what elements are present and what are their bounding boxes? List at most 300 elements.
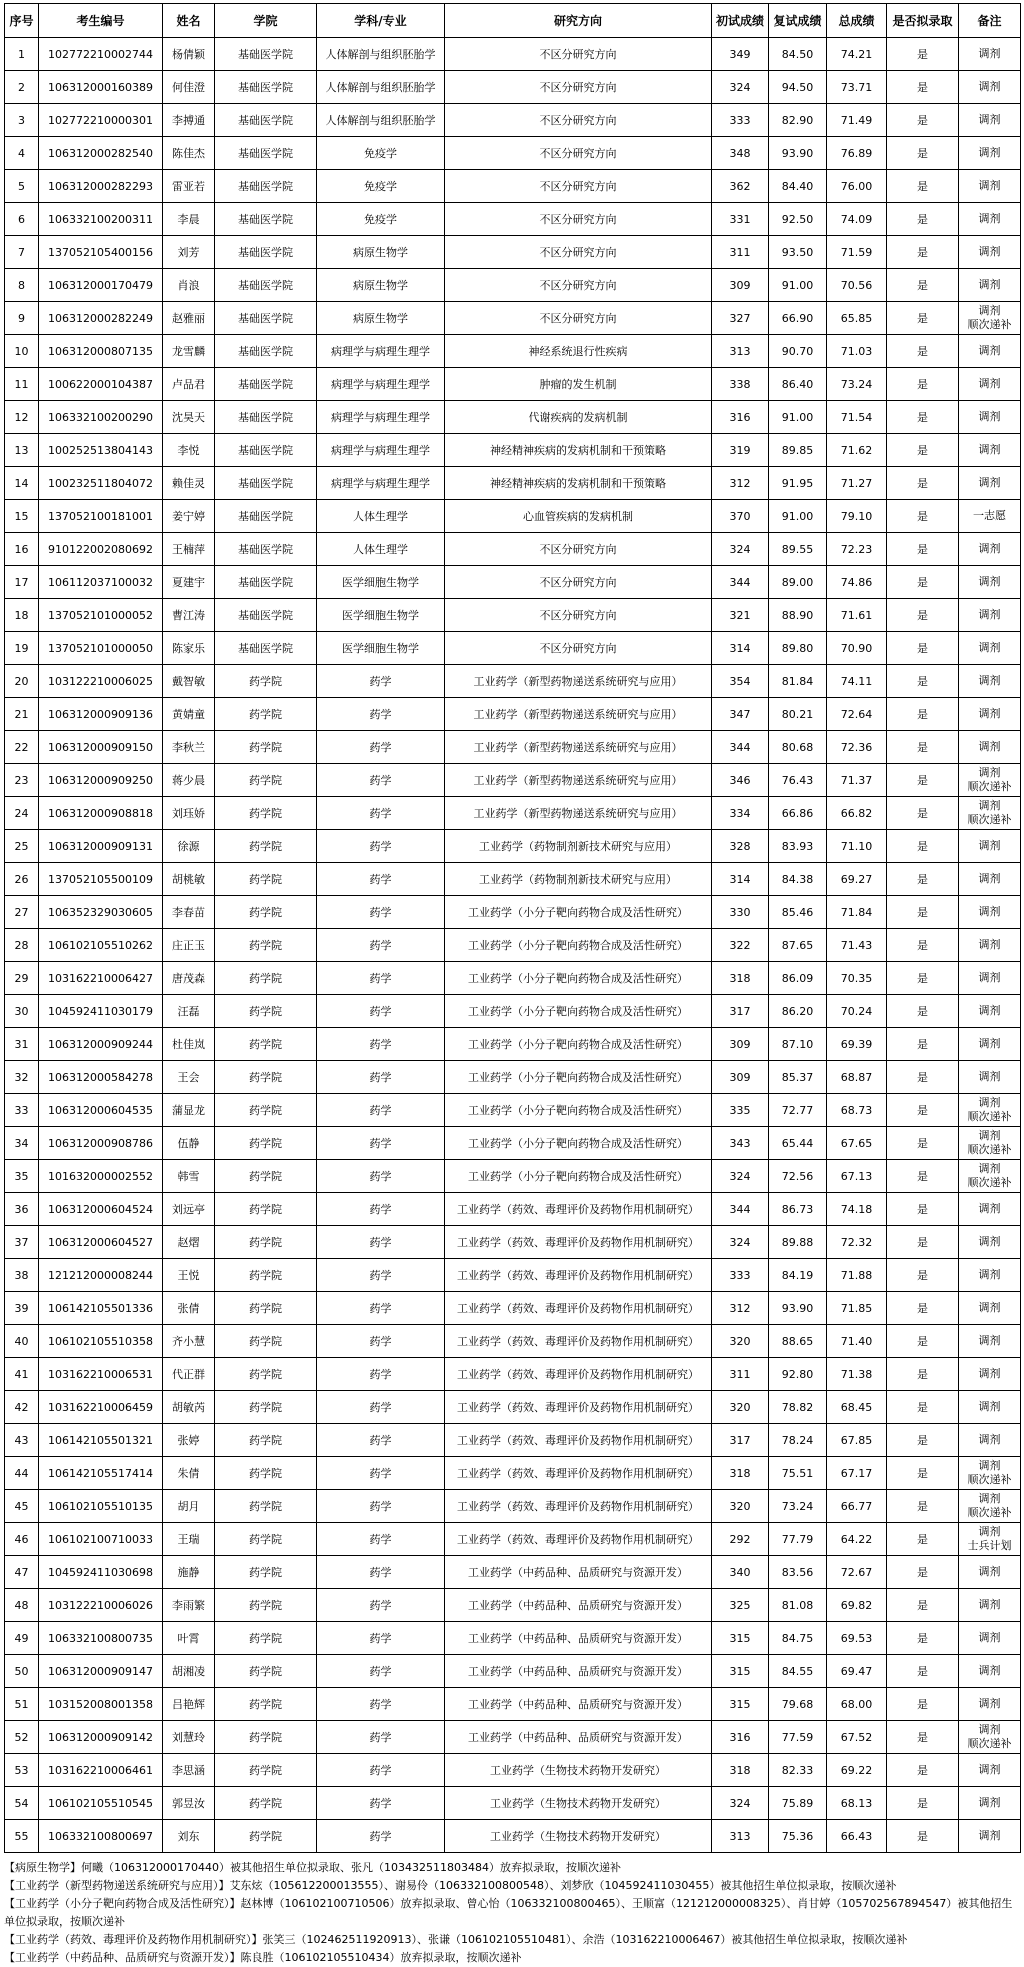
table-row [5, 1721, 1021, 1754]
table-cell: 71.61 [827, 599, 887, 632]
table-cell: 318 [712, 1457, 769, 1490]
table-cell: 药学院 [215, 1556, 317, 1589]
table-cell: 74.86 [827, 566, 887, 599]
table-cell: 4 [5, 137, 39, 170]
table-cell: 106312000909244 [39, 1028, 163, 1061]
table-cell: 71.37 [827, 764, 887, 797]
remark-cell [959, 1787, 1021, 1820]
table-cell: 工业药学（药效、毒理评价及药物作用机制研究） [445, 1358, 712, 1391]
table-cell: 是 [887, 566, 959, 599]
table-row [5, 434, 1021, 467]
table-cell: 基础医学院 [215, 599, 317, 632]
table-cell: 11 [5, 368, 39, 401]
table-cell: 工业药学（药效、毒理评价及药物作用机制研究） [445, 1391, 712, 1424]
table-cell: 71.38 [827, 1358, 887, 1391]
remark-text: 调剂 [978, 740, 1001, 753]
table-cell: 工业药学（药效、毒理评价及药物作用机制研究） [445, 1457, 712, 1490]
remark-text: 调剂 [978, 278, 1001, 291]
table-cell: 33 [5, 1094, 39, 1127]
table-cell: 102772210002744 [39, 38, 163, 71]
table-cell: 65.44 [769, 1127, 827, 1160]
remark-text: 调剂 [978, 1492, 1001, 1505]
header-cell: 是否拟录取 [887, 4, 959, 38]
table-cell: 工业药学（中药品种、品质研究与资源开发） [445, 1655, 712, 1688]
table-cell: 是 [887, 896, 959, 929]
table-cell: 137052101000052 [39, 599, 163, 632]
table-cell: 86.20 [769, 995, 827, 1028]
table-cell: 刘远亭 [163, 1193, 215, 1226]
remark-cell [959, 1061, 1021, 1094]
table-cell: 40 [5, 1325, 39, 1358]
table-cell: 郭昱汝 [163, 1787, 215, 1820]
table-cell: 是 [887, 1688, 959, 1721]
table-cell: 121212000008244 [39, 1259, 163, 1292]
table-cell: 基础医学院 [215, 170, 317, 203]
table-cell: 赵雅丽 [163, 302, 215, 335]
table-cell: 药学 [317, 1292, 445, 1325]
table-cell: 基础医学院 [215, 368, 317, 401]
table-cell: 328 [712, 830, 769, 863]
table-cell: 工业药学（中药品种、品质研究与资源开发） [445, 1589, 712, 1622]
table-cell: 药学院 [215, 1391, 317, 1424]
table-cell: 81.84 [769, 665, 827, 698]
table-cell: 药学院 [215, 1325, 317, 1358]
table-cell: 36 [5, 1193, 39, 1226]
remark-text: 调剂 [978, 1598, 1001, 1611]
remark-text: 调剂 [978, 344, 1001, 357]
table-cell: 27 [5, 896, 39, 929]
table-cell: 90.70 [769, 335, 827, 368]
table-cell: 杜佳岚 [163, 1028, 215, 1061]
table-cell: 46 [5, 1523, 39, 1556]
table-cell: 309 [712, 1028, 769, 1061]
table-cell: 药学院 [215, 1589, 317, 1622]
remark-text: 调剂 [978, 1400, 1001, 1413]
remark-text: 调剂 [978, 1565, 1001, 1578]
table-cell: 103122210006025 [39, 665, 163, 698]
table-cell: 43 [5, 1424, 39, 1457]
table-cell: 刘芳 [163, 236, 215, 269]
table-cell: 9 [5, 302, 39, 335]
table-cell: 71.85 [827, 1292, 887, 1325]
table-cell: 106102100710033 [39, 1523, 163, 1556]
table-cell: 317 [712, 1424, 769, 1457]
table-cell: 药学 [317, 995, 445, 1028]
table-cell: 34 [5, 1127, 39, 1160]
table-cell: 70.90 [827, 632, 887, 665]
remark-text: 调剂 [978, 1070, 1001, 1083]
remark-cell [959, 203, 1021, 236]
table-cell: 免疫学 [317, 170, 445, 203]
table-cell: 330 [712, 896, 769, 929]
remark-text: 调剂 [978, 799, 1001, 812]
table-cell: 106142105517414 [39, 1457, 163, 1490]
table-cell: 354 [712, 665, 769, 698]
table-row [5, 401, 1021, 434]
remark-cell [959, 401, 1021, 434]
table-cell: 106312000170479 [39, 269, 163, 302]
table-cell: 19 [5, 632, 39, 665]
table-cell: 71.54 [827, 401, 887, 434]
table-cell: 92.50 [769, 203, 827, 236]
table-cell: 是 [887, 401, 959, 434]
table-cell: 106312000160389 [39, 71, 163, 104]
table-cell: 工业药学（新型药物递送系统研究与应用） [445, 764, 712, 797]
table-cell: 庄正玉 [163, 929, 215, 962]
table-cell: 72.56 [769, 1160, 827, 1193]
table-cell: 106332100200290 [39, 401, 163, 434]
table-cell: 137052101000050 [39, 632, 163, 665]
table-cell: 106332100800735 [39, 1622, 163, 1655]
table-cell: 318 [712, 1754, 769, 1787]
table-cell: 工业药学（药效、毒理评价及药物作用机制研究） [445, 1259, 712, 1292]
table-cell: 人体生理学 [317, 533, 445, 566]
table-cell: 73.24 [769, 1490, 827, 1523]
table-cell: 92.80 [769, 1358, 827, 1391]
header-cell: 总成绩 [827, 4, 887, 38]
table-row [5, 797, 1021, 830]
table-cell: 106312000908786 [39, 1127, 163, 1160]
table-cell: 75.89 [769, 1787, 827, 1820]
table-row [5, 1061, 1021, 1094]
table-cell: 是 [887, 731, 959, 764]
remark-cell [959, 500, 1021, 533]
table-cell: 313 [712, 335, 769, 368]
table-cell: 是 [887, 500, 959, 533]
table-cell: 13 [5, 434, 39, 467]
table-cell: 64.22 [827, 1523, 887, 1556]
table-cell: 工业药学（小分子靶向药物合成及活性研究） [445, 1061, 712, 1094]
table-cell: 药学院 [215, 764, 317, 797]
table-cell: 李春苗 [163, 896, 215, 929]
remark-text: 调剂 [978, 179, 1001, 192]
remark-cell [959, 1655, 1021, 1688]
table-cell: 327 [712, 302, 769, 335]
remark-cell [959, 302, 1021, 335]
table-cell: 72.32 [827, 1226, 887, 1259]
table-row [5, 632, 1021, 665]
table-cell: 药学 [317, 1424, 445, 1457]
table-cell: 药学院 [215, 929, 317, 962]
table-cell: 35 [5, 1160, 39, 1193]
table-cell: 药学院 [215, 1457, 317, 1490]
table-cell: 104592411030698 [39, 1556, 163, 1589]
table-cell: 8 [5, 269, 39, 302]
table-cell: 李秋兰 [163, 731, 215, 764]
table-cell: 137052105400156 [39, 236, 163, 269]
table-cell: 80.68 [769, 731, 827, 764]
table-cell: 药学 [317, 1325, 445, 1358]
table-cell: 药学 [317, 1061, 445, 1094]
table-cell: 42 [5, 1391, 39, 1424]
header-cell: 学科/专业 [317, 4, 445, 38]
table-cell: 药学院 [215, 1490, 317, 1523]
remark-text: 顺次递补 [967, 318, 1012, 331]
table-cell: 工业药学（中药品种、品质研究与资源开发） [445, 1556, 712, 1589]
table-cell: 106312000584278 [39, 1061, 163, 1094]
table-cell: 309 [712, 269, 769, 302]
table-cell: 68.45 [827, 1391, 887, 1424]
table-cell: 1 [5, 38, 39, 71]
table-cell: 93.90 [769, 137, 827, 170]
table-cell: 工业药学（药效、毒理评价及药物作用机制研究） [445, 1292, 712, 1325]
table-row [5, 1193, 1021, 1226]
table-cell: 是 [887, 1424, 959, 1457]
table-cell: 29 [5, 962, 39, 995]
table-cell: 药学院 [215, 1028, 317, 1061]
table-cell: 药学院 [215, 863, 317, 896]
table-cell: 86.73 [769, 1193, 827, 1226]
table-cell: 84.75 [769, 1622, 827, 1655]
table-cell: 106312000909142 [39, 1721, 163, 1754]
table-cell: 药学 [317, 1754, 445, 1787]
table-cell: 10 [5, 335, 39, 368]
table-cell: 334 [712, 797, 769, 830]
table-cell: 是 [887, 71, 959, 104]
table-cell: 106102105510358 [39, 1325, 163, 1358]
remark-cell [959, 698, 1021, 731]
table-cell: 106312000909250 [39, 764, 163, 797]
table-cell: 是 [887, 1061, 959, 1094]
table-row [5, 368, 1021, 401]
table-row [5, 566, 1021, 599]
table-row [5, 1127, 1021, 1160]
table-cell: 工业药学（新型药物递送系统研究与应用） [445, 797, 712, 830]
table-cell: 313 [712, 1820, 769, 1853]
table-cell: 不区分研究方向 [445, 236, 712, 269]
table-cell: 基础医学院 [215, 137, 317, 170]
table-cell: 病原生物学 [317, 302, 445, 335]
table-cell: 315 [712, 1622, 769, 1655]
table-cell: 药学 [317, 1688, 445, 1721]
table-row [5, 665, 1021, 698]
admission-table [4, 3, 1021, 1853]
table-row [5, 500, 1021, 533]
table-cell: 刘珏娇 [163, 797, 215, 830]
table-cell: 106312000909150 [39, 731, 163, 764]
remark-text: 调剂 [978, 542, 1001, 555]
table-cell: 70.35 [827, 962, 887, 995]
table-cell: 349 [712, 38, 769, 71]
table-cell: 基础医学院 [215, 38, 317, 71]
table-cell: 工业药学（中药品种、品质研究与资源开发） [445, 1688, 712, 1721]
table-cell: 医学细胞生物学 [317, 599, 445, 632]
table-cell: 工业药学（药效、毒理评价及药物作用机制研究） [445, 1193, 712, 1226]
table-cell: 78.24 [769, 1424, 827, 1457]
remark-text: 顺次递补 [967, 1506, 1012, 1519]
table-cell: 药学院 [215, 797, 317, 830]
table-cell: 39 [5, 1292, 39, 1325]
table-cell: 316 [712, 1721, 769, 1754]
table-row [5, 1424, 1021, 1457]
table-cell: 不区分研究方向 [445, 599, 712, 632]
table-cell: 药学 [317, 1556, 445, 1589]
table-cell: 80.21 [769, 698, 827, 731]
table-cell: 72.64 [827, 698, 887, 731]
table-cell: 18 [5, 599, 39, 632]
table-cell: 李雨繁 [163, 1589, 215, 1622]
table-cell: 16 [5, 533, 39, 566]
table-row [5, 38, 1021, 71]
table-cell: 病原生物学 [317, 236, 445, 269]
table-row [5, 467, 1021, 500]
table-cell: 47 [5, 1556, 39, 1589]
table-cell: 69.53 [827, 1622, 887, 1655]
table-cell: 31 [5, 1028, 39, 1061]
table-cell: 67.65 [827, 1127, 887, 1160]
remark-text: 调剂 [978, 839, 1001, 852]
table-cell: 106142105501336 [39, 1292, 163, 1325]
table-cell: 药学 [317, 1721, 445, 1754]
table-cell: 药学院 [215, 1688, 317, 1721]
table-cell: 325 [712, 1589, 769, 1622]
table-cell: 333 [712, 104, 769, 137]
table-cell: 71.84 [827, 896, 887, 929]
table-cell: 370 [712, 500, 769, 533]
table-cell: 32 [5, 1061, 39, 1094]
footnotes [4, 1859, 1020, 1967]
table-cell: 是 [887, 434, 959, 467]
remark-cell [959, 566, 1021, 599]
remark-text: 调剂 [978, 1096, 1001, 1109]
table-cell: 319 [712, 434, 769, 467]
remark-cell [959, 830, 1021, 863]
table-cell: 是 [887, 1259, 959, 1292]
table-cell: 71.49 [827, 104, 887, 137]
table-cell: 311 [712, 236, 769, 269]
remark-text: 调剂 [978, 377, 1001, 390]
table-cell: 药学 [317, 962, 445, 995]
table-cell: 89.00 [769, 566, 827, 599]
table-row [5, 995, 1021, 1028]
table-cell: 药学 [317, 1259, 445, 1292]
table-cell: 314 [712, 863, 769, 896]
table-cell: 是 [887, 236, 959, 269]
table-row [5, 71, 1021, 104]
remark-text: 顺次递补 [967, 813, 1012, 826]
remark-text: 调剂 [978, 1433, 1001, 1446]
table-cell: 是 [887, 38, 959, 71]
table-cell: 基础医学院 [215, 302, 317, 335]
table-cell: 103162210006427 [39, 962, 163, 995]
table-cell: 66.90 [769, 302, 827, 335]
table-cell: 工业药学（新型药物递送系统研究与应用） [445, 731, 712, 764]
table-cell: 106312000909136 [39, 698, 163, 731]
table-cell: 药学 [317, 698, 445, 731]
table-cell: 工业药学（小分子靶向药物合成及活性研究） [445, 962, 712, 995]
table-cell: 312 [712, 467, 769, 500]
table-cell: 30 [5, 995, 39, 1028]
table-cell: 药学 [317, 896, 445, 929]
table-cell: 87.65 [769, 929, 827, 962]
table-cell: 是 [887, 533, 959, 566]
table-cell: 315 [712, 1688, 769, 1721]
remark-text: 调剂 [978, 575, 1001, 588]
table-row [5, 170, 1021, 203]
table-row [5, 269, 1021, 302]
table-cell: 23 [5, 764, 39, 797]
remark-cell [959, 1127, 1021, 1160]
table-cell: 314 [712, 632, 769, 665]
table-cell: 药学 [317, 1193, 445, 1226]
table-cell: 工业药学（小分子靶向药物合成及活性研究） [445, 995, 712, 1028]
remark-cell [959, 368, 1021, 401]
remark-text: 调剂 [978, 872, 1001, 885]
table-cell: 74.18 [827, 1193, 887, 1226]
table-cell: 94.50 [769, 71, 827, 104]
table-cell: 75.51 [769, 1457, 827, 1490]
table-cell: 韩雪 [163, 1160, 215, 1193]
table-cell: 基础医学院 [215, 269, 317, 302]
table-cell: 是 [887, 632, 959, 665]
table-row [5, 1325, 1021, 1358]
table-cell: 药学 [317, 1787, 445, 1820]
table-row [5, 764, 1021, 797]
table-cell: 不区分研究方向 [445, 104, 712, 137]
table-cell: 是 [887, 929, 959, 962]
table-cell: 137052100181001 [39, 500, 163, 533]
table-cell: 工业药学（药物制剂新技术研究与应用） [445, 863, 712, 896]
table-row [5, 137, 1021, 170]
table-cell: 72.77 [769, 1094, 827, 1127]
table-cell: 李思涵 [163, 1754, 215, 1787]
table-row [5, 599, 1021, 632]
table-cell: 工业药学（药效、毒理评价及药物作用机制研究） [445, 1325, 712, 1358]
header-row [5, 4, 1021, 38]
table-cell: 48 [5, 1589, 39, 1622]
table-cell: 王楠萍 [163, 533, 215, 566]
table-cell: 药学 [317, 1391, 445, 1424]
table-cell: 李搏通 [163, 104, 215, 137]
remark-text: 调剂 [978, 212, 1001, 225]
table-cell: 是 [887, 269, 959, 302]
table-cell: 神经系统退行性疾病 [445, 335, 712, 368]
table-cell: 药学 [317, 1127, 445, 1160]
remark-cell [959, 1754, 1021, 1787]
table-cell: 72.67 [827, 1556, 887, 1589]
remark-text: 调剂 [978, 47, 1001, 60]
table-cell: 106102105510135 [39, 1490, 163, 1523]
table-cell: 吕艳辉 [163, 1688, 215, 1721]
table-cell: 54 [5, 1787, 39, 1820]
remark-text: 调剂 [978, 1631, 1001, 1644]
remark-text: 调剂 [978, 146, 1001, 159]
table-cell: 不区分研究方向 [445, 632, 712, 665]
table-cell: 324 [712, 533, 769, 566]
remark-cell [959, 665, 1021, 698]
remark-cell [959, 170, 1021, 203]
table-cell: 86.40 [769, 368, 827, 401]
table-cell: 工业药学（生物技术药物开发研究） [445, 1787, 712, 1820]
table-cell: 不区分研究方向 [445, 203, 712, 236]
table-cell: 5 [5, 170, 39, 203]
remark-text: 调剂 [978, 410, 1001, 423]
table-cell: 姜宁婷 [163, 500, 215, 533]
table-cell: 朱倩 [163, 1457, 215, 1490]
table-cell: 25 [5, 830, 39, 863]
table-cell: 免疫学 [317, 137, 445, 170]
table-row [5, 1028, 1021, 1061]
table-cell: 是 [887, 1127, 959, 1160]
table-cell: 93.50 [769, 236, 827, 269]
table-cell: 362 [712, 170, 769, 203]
table-cell: 106312000807135 [39, 335, 163, 368]
table-cell: 是 [887, 698, 959, 731]
table-row [5, 1820, 1021, 1853]
table-cell: 王会 [163, 1061, 215, 1094]
table-cell: 药学 [317, 1490, 445, 1523]
table-cell: 106312000604524 [39, 1193, 163, 1226]
